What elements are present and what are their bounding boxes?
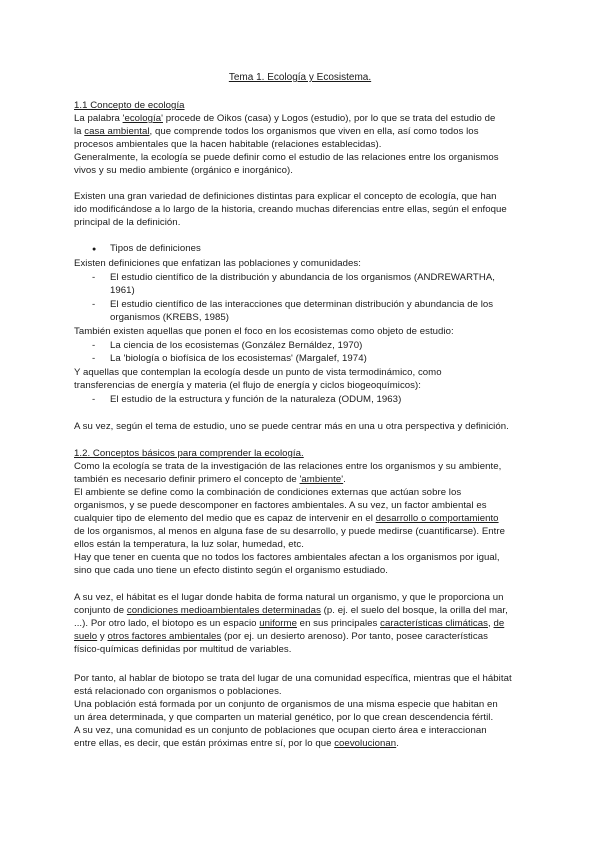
underlined-term: coevolucionan — [334, 738, 397, 749]
underlined-term: características climáticas — [380, 618, 489, 629]
text: y — [97, 631, 108, 642]
paragraph-line: Generalmente, la ecología se puede definir como el estudio de las relaciones entre los organismos — [74, 152, 499, 163]
text: la — [74, 126, 85, 137]
dash-icon: - — [92, 299, 96, 310]
bullet-text: Tipos de definiciones — [110, 243, 201, 254]
dash-icon: - — [92, 272, 96, 283]
dash-icon: - — [92, 394, 96, 405]
list-item-cont: 1961) — [110, 285, 135, 296]
bullet-icon: ● — [92, 246, 97, 253]
page-title: Tema 1. Ecología y Ecosistema. — [228, 72, 372, 83]
list-item: La 'biología o biofísica de los ecosistemas' (Margalef, 1974) — [110, 353, 367, 364]
text: . — [343, 474, 346, 485]
paragraph-line — [74, 617, 504, 630]
text: (p. ej. el suelo del bosque, la orilla del mar, — [320, 605, 508, 616]
underlined-term: desarrollo o comportamiento — [375, 513, 499, 524]
paragraph-line: El ambiente se define como la combinación de condiciones externas que actúan sobre los — [74, 487, 462, 498]
text: procede de Oikos (casa) y Logos (estudio), por lo que se trata del estudio de — [163, 113, 496, 124]
paragraph-line — [74, 125, 479, 138]
text: entre ellas, es decir, que están próximas entre sí, por lo que — [74, 738, 335, 749]
paragraph-line — [74, 737, 399, 750]
paragraph-line — [74, 473, 346, 486]
paragraph-line: Por tanto, al hablar de biotopo se trata del lugar de una comunidad específica, mientras que el hábitat — [74, 673, 512, 684]
section-heading-1-2: 1.2. Conceptos básicos para comprender la ecología. — [74, 448, 304, 459]
dash-icon: - — [92, 353, 96, 364]
text: cualquier tipo de elemento del medio que es capaz de intervenir en el — [74, 513, 376, 524]
underlined-term: casa ambiental — [84, 126, 150, 137]
list-item-cont: organismos (KREBS, 1985) — [110, 312, 230, 323]
underlined-term: 'ambiente' — [299, 474, 344, 485]
paragraph-line: está relacionado con organismos o poblaciones. — [74, 686, 282, 697]
text: ...). Por otro lado, el biotopo es un espacio — [74, 618, 260, 629]
text: también es necesario definir primero el concepto de — [74, 474, 300, 485]
underlined-term: uniforme — [259, 618, 297, 629]
paragraph-line: organismos, y se puede descomponer en factores ambientales. A su vez, un factor ambiental es — [74, 500, 487, 511]
paragraph-line: un área determinada, y que comparten un material genético, por lo que crean descendencia fértil. — [74, 712, 494, 723]
paragraph-line: Como la ecología se trata de la investigación de las relaciones entre los organismos y su ambiente, — [74, 461, 502, 472]
list-item: El estudio científico de la distribución y abundancia de los organismos (ANDREWARTHA, — [110, 272, 495, 283]
paragraph-line: También existen aquellas que ponen el foco en los ecosistemas como objeto de estudio: — [74, 326, 454, 337]
paragraph-line: Una población está formada por un conjunto de organismos de una misma especie que habitan en — [74, 699, 498, 710]
paragraph-line: A su vez, el hábitat es el lugar donde habita de forma natural un organismo, y que le proporciona un — [74, 592, 504, 603]
paragraph-line — [74, 512, 499, 525]
paragraph-line: A su vez, una comunidad es un conjunto de poblaciones que ocupan cierto área e interaccionan — [74, 725, 487, 736]
underlined-term: de — [493, 618, 505, 629]
paragraph-line: principal de la definición. — [74, 217, 181, 228]
underlined-term: suelo — [74, 631, 98, 642]
list-item: El estudio científico de las interacciones que determinan distribución y abundancia de los — [110, 299, 494, 310]
list-item: La ciencia de los ecosistemas (González Bernáldez, 1970) — [110, 340, 363, 351]
paragraph-line: transferencias de energía y materia (el flujo de energía y ciclos biogeoquímicos): — [74, 380, 421, 391]
paragraph-line: A su vez, según el tema de estudio, uno se puede centrar más en una u otra perspectiva y definición. — [74, 421, 509, 432]
underlined-term: otros factores ambientales — [107, 631, 222, 642]
paragraph-line: vivos y su medio ambiente (orgánico e inorgánico). — [74, 165, 294, 176]
underlined-term: 'ecología' — [122, 113, 163, 124]
text: (por ej. un desierto arenoso). Por tanto, posee características — [221, 631, 488, 642]
text: La palabra — [74, 113, 123, 124]
text: , — [488, 618, 494, 629]
paragraph-line — [74, 604, 508, 617]
paragraph-line: Existen definiciones que enfatizan las poblaciones y comunidades: — [74, 258, 361, 269]
paragraph-line: Hay que tener en cuenta que no todos los factores ambientales afectan a los organismos por igual, — [74, 552, 500, 563]
paragraph-line — [74, 630, 488, 643]
paragraph-line: ido modificándose a lo largo de la historia, creando muchas diferencias entre ellas, según el enfoque — [74, 204, 507, 215]
paragraph-line: Existen una gran variedad de definiciones distintas para explicar el concepto de ecología, que han — [74, 191, 497, 202]
text: . — [396, 738, 399, 749]
list-item: El estudio de la estructura y función de la naturaleza (ODUM, 1963) — [110, 394, 402, 405]
text: , que comprende todos los organismos que viven en ella, así como todos los — [149, 126, 479, 137]
text: conjunto de — [74, 605, 127, 616]
underlined-term: condiciones medioambientales determinadas — [126, 605, 321, 616]
section-heading-1-1: 1.1 Concepto de ecología — [74, 100, 185, 111]
paragraph-line: de los organismos, al menos en alguna fase de su desarrollo, y puede medirse (cuantificarse). Entre — [74, 526, 506, 537]
paragraph-line: procesos ambientales que la hacen habitable (relaciones establecidas). — [74, 139, 382, 150]
paragraph-line: sino que cada uno tiene un efecto distinto según el organismo estudiado. — [74, 565, 389, 576]
text: en sus principales — [296, 618, 381, 629]
dash-icon: - — [92, 340, 96, 351]
paragraph-line: ellos están la temperatura, la luz solar, humedad, etc. — [74, 539, 304, 550]
paragraph-line: Y aquellas que contemplan la ecología desde un punto de vista termodinámico, como — [74, 367, 442, 378]
paragraph-line: físico-químicas definidas por multitud de variables. — [74, 644, 292, 655]
paragraph-line — [74, 112, 495, 125]
